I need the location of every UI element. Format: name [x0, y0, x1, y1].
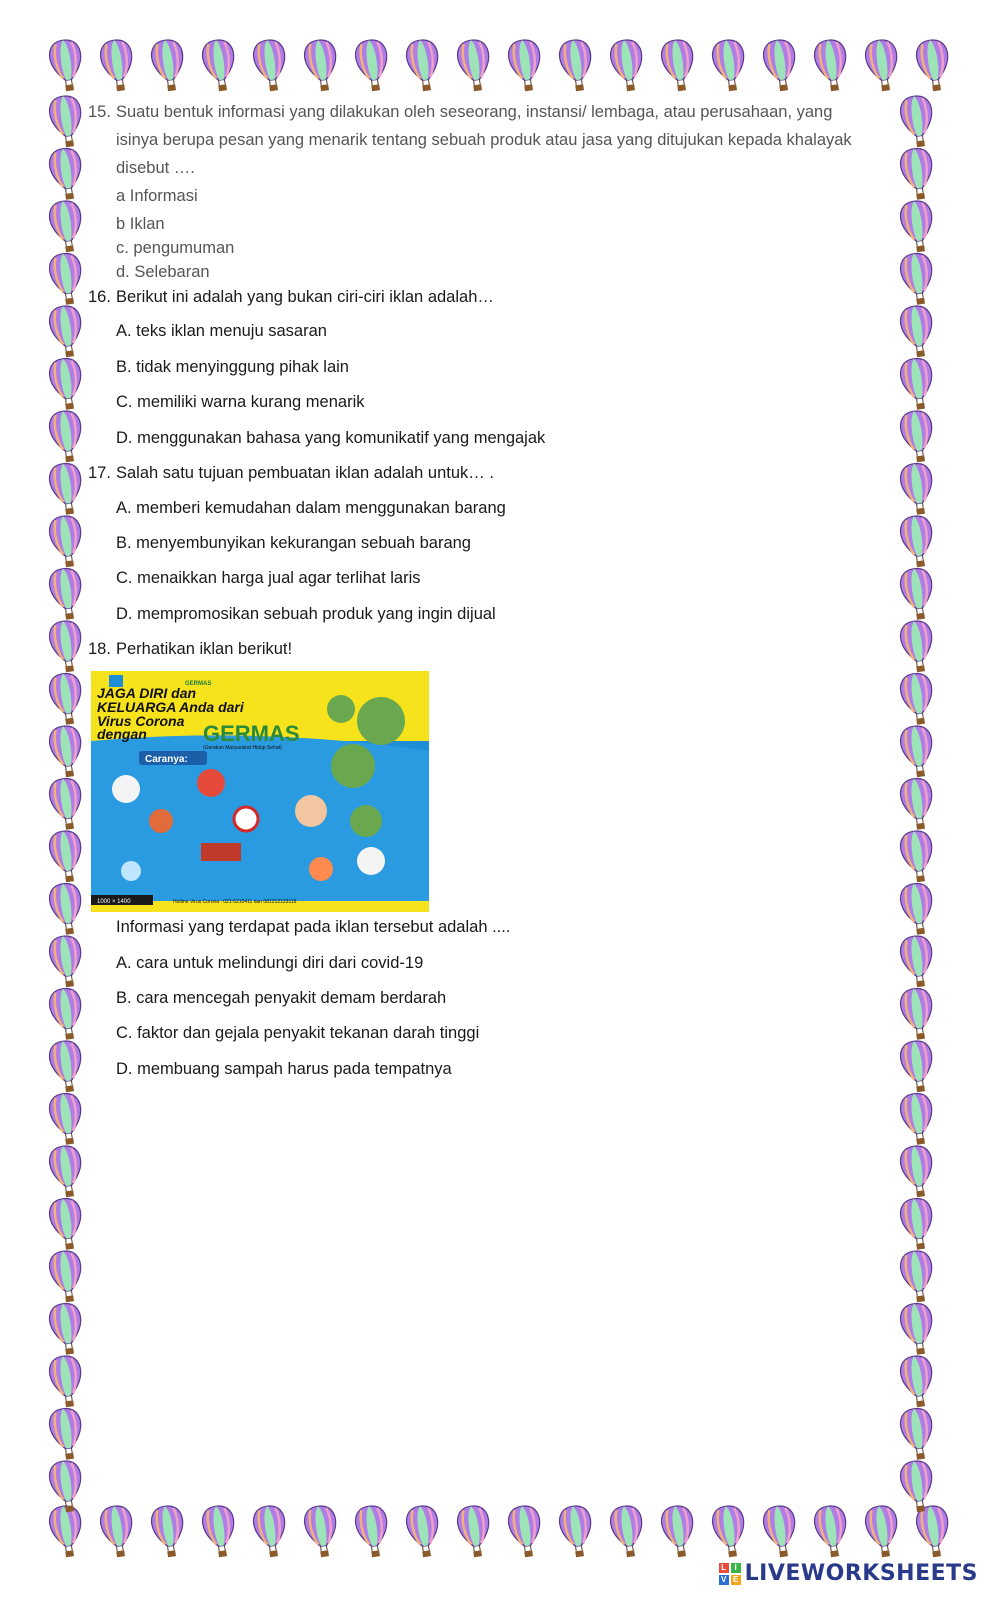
- question-text: Salah satu tujuan pembuatan iklan adalah untuk… .: [116, 464, 494, 482]
- svg-text:JAGA DIRI dan: JAGA DIRI dan: [97, 685, 197, 701]
- svg-text:Virus Corona: Virus Corona: [97, 713, 185, 729]
- balloon-icon: [660, 1504, 698, 1559]
- balloon-icon: [813, 1504, 851, 1559]
- balloon-icon: [915, 1504, 953, 1559]
- balloon-icon: [899, 1197, 937, 1252]
- balloon-icon: [405, 1504, 443, 1559]
- balloon-icon: [48, 1092, 86, 1147]
- svg-text:KELUARGA Anda dari: KELUARGA Anda dari: [97, 699, 244, 715]
- balloon-icon: [899, 882, 937, 937]
- balloon-icon: [150, 1504, 188, 1559]
- balloon-icon: [915, 38, 953, 93]
- option-c: c. pengumuman: [116, 239, 235, 257]
- balloon-icon: [201, 1504, 239, 1559]
- option-d: d. Selebaran: [116, 263, 210, 281]
- svg-text:1000 × 1400: 1000 × 1400: [97, 899, 131, 905]
- balloon-icon: [899, 777, 937, 832]
- balloon-icon: [558, 1504, 596, 1559]
- balloon-icon: [48, 619, 86, 674]
- question-number: 16.: [88, 288, 111, 306]
- balloon-icon: [899, 1092, 937, 1147]
- option-b: B. tidak menyinggung pihak lain: [116, 358, 349, 376]
- option-c: C. menaikkan harga jual agar terlihat laris: [116, 569, 421, 587]
- option-a: a Informasi: [116, 187, 198, 205]
- balloon-icon: [899, 567, 937, 622]
- balloon-icon: [48, 94, 86, 149]
- brand-name: LIVEWORKSHEETS: [744, 1561, 978, 1586]
- balloon-icon: [354, 1504, 392, 1559]
- balloon-icon: [48, 304, 86, 359]
- virus-icon: [357, 697, 405, 745]
- balloon-icon: [899, 829, 937, 884]
- balloon-icon: [899, 619, 937, 674]
- svg-text:Caranya:: Caranya:: [145, 754, 188, 765]
- balloon-icon: [48, 1302, 86, 1357]
- option-b: B. cara mencegah penyakit demam berdarah: [116, 989, 447, 1007]
- balloon-icon: [864, 1504, 902, 1559]
- balloon-icon: [48, 1354, 86, 1409]
- balloon-icon: [48, 409, 86, 464]
- balloon-icon: [48, 1407, 86, 1462]
- question-number: 18.: [88, 640, 111, 658]
- balloon-icon: [48, 672, 86, 727]
- option-c: C. faktor dan gejala penyakit tekanan darah tinggi: [116, 1024, 480, 1042]
- balloon-icon: [762, 1504, 800, 1559]
- balloon-icon: [899, 199, 937, 254]
- balloon-icon: [899, 1354, 937, 1409]
- balloon-icon: [456, 1504, 494, 1559]
- balloon-icon: [507, 1504, 545, 1559]
- balloon-icon: [48, 777, 86, 832]
- balloon-icon: [48, 357, 86, 412]
- balloon-icon: [48, 987, 86, 1042]
- balloon-icon: [899, 514, 937, 569]
- balloon-icon: [899, 252, 937, 307]
- question-18: [88, 640, 292, 660]
- option-a: A. teks iklan menuju sasaran: [116, 322, 327, 340]
- balloon-icon: [48, 829, 86, 884]
- balloon-icon: [899, 672, 937, 727]
- balloon-icon: [48, 1144, 86, 1199]
- balloon-icon: [711, 1504, 749, 1559]
- balloon-icon: [899, 724, 937, 779]
- balloon-icon: [99, 38, 137, 93]
- balloon-icon: [711, 38, 749, 93]
- balloon-icon: [762, 38, 800, 93]
- balloon-icon: [201, 38, 239, 93]
- balloon-icon: [507, 38, 545, 93]
- question-text-line: disebut ….: [116, 159, 195, 177]
- balloon-icon: [899, 1039, 937, 1094]
- balloon-icon: [609, 1504, 647, 1559]
- balloon-icon: [899, 147, 937, 202]
- balloon-icon: [48, 724, 86, 779]
- liveworksheets-logo[interactable]: [719, 1561, 978, 1586]
- balloon-icon: [48, 252, 86, 307]
- balloon-icon: [48, 567, 86, 622]
- balloon-icon: [252, 1504, 290, 1559]
- balloon-icon: [899, 462, 937, 517]
- logo-icon: L I V E: [719, 1563, 741, 1585]
- question-15: [88, 103, 832, 123]
- balloon-icon: [899, 409, 937, 464]
- balloon-icon: [899, 1302, 937, 1357]
- balloon-icon: [99, 1504, 137, 1559]
- balloon-icon: [48, 1504, 86, 1559]
- question-text: Berikut ini adalah yang bukan ciri-ciri iklan adalah…: [116, 288, 494, 306]
- balloon-icon: [150, 38, 188, 93]
- question-prompt: Informasi yang terdapat pada iklan tersebut adalah ....: [116, 918, 511, 936]
- balloon-icon: [48, 514, 86, 569]
- option-d: D. menggunakan bahasa yang komunikatif yang mengajak: [116, 429, 546, 447]
- virus-icon: [331, 744, 375, 788]
- balloon-icon: [354, 38, 392, 93]
- balloon-icon: [660, 38, 698, 93]
- svg-text:Hotline Virus Corona : 021-521: Hotline Virus Corona : 021-5210411 dan 081212123119: [173, 899, 297, 905]
- option-a: A. cara untuk melindungi diri dari covid-19: [116, 954, 424, 972]
- balloon-icon: [48, 147, 86, 202]
- balloon-icon: [899, 987, 937, 1042]
- balloon-icon: [813, 38, 851, 93]
- balloon-icon: [48, 1039, 86, 1094]
- balloon-icon: [303, 1504, 341, 1559]
- balloon-icon: [405, 38, 443, 93]
- balloon-icon: [48, 934, 86, 989]
- balloon-icon: [48, 1197, 86, 1252]
- balloon-icon: [456, 38, 494, 93]
- option-c: C. memiliki warna kurang menarik: [116, 393, 365, 411]
- balloon-icon: [899, 357, 937, 412]
- balloon-icon: [252, 38, 290, 93]
- balloon-icon: [899, 1144, 937, 1199]
- option-d: D. membuang sampah harus pada tempatnya: [116, 1060, 452, 1078]
- poster-logo: GERMAS: [185, 681, 212, 687]
- virus-icon: [327, 695, 355, 723]
- balloon-icon: [48, 462, 86, 517]
- balloon-icon: [48, 199, 86, 254]
- balloon-icon: [303, 38, 341, 93]
- question-text-line: isinya berupa pesan yang menarik tentang sebuah produk atau jasa yang ditujukan kepada khalayak: [116, 131, 852, 149]
- balloon-icon: [899, 1407, 937, 1462]
- balloon-icon: [899, 1249, 937, 1304]
- option-b: B. menyembunyikan kekurangan sebuah barang: [116, 534, 471, 552]
- balloon-icon: [48, 38, 86, 93]
- option-b: b Iklan: [116, 215, 165, 233]
- question-text: Suatu bentuk informasi yang dilakukan oleh seseorang, instansi/ lembaga, atau perusahaan, yang: [116, 103, 833, 121]
- balloon-icon: [899, 94, 937, 149]
- svg-text:(Gerakan Masyarakat Hidup Seha: (Gerakan Masyarakat Hidup Sehat): [203, 745, 282, 751]
- advertisement-poster: [91, 671, 429, 912]
- balloon-icon: [558, 38, 596, 93]
- question-text: Perhatikan iklan berikut!: [116, 640, 293, 658]
- svg-text:dengan: dengan: [97, 726, 147, 742]
- balloon-icon: [48, 882, 86, 937]
- balloon-icon: [609, 38, 647, 93]
- question-number: 15.: [88, 103, 111, 121]
- balloon-icon: [48, 1459, 86, 1514]
- balloon-icon: [899, 304, 937, 359]
- balloon-icon: [899, 934, 937, 989]
- svg-text:GERMAS: GERMAS: [203, 721, 300, 746]
- balloon-icon: [48, 1249, 86, 1304]
- question-number: 17.: [88, 464, 111, 482]
- option-d: D. mempromosikan sebuah produk yang ingin dijual: [116, 605, 496, 623]
- question-17: [88, 464, 494, 484]
- question-16: [88, 288, 494, 308]
- option-a: A. memberi kemudahan dalam menggunakan barang: [116, 499, 506, 517]
- balloon-icon: [864, 38, 902, 93]
